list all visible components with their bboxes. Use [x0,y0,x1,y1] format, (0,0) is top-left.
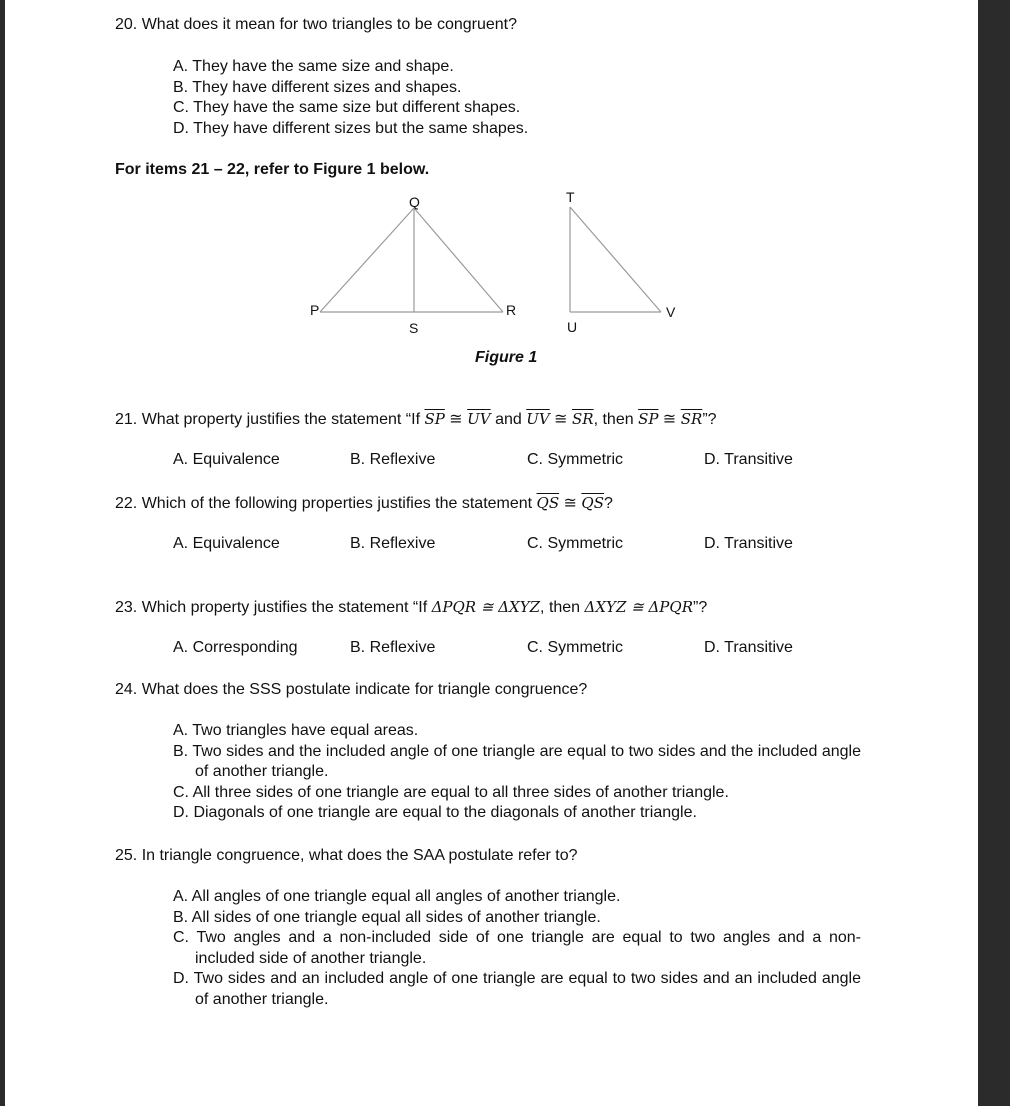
figure-1-diagram [285,180,705,345]
figure-1-caption: Figure 1 [475,349,538,366]
q23-text: 23. Which property justifies the statement “If [115,599,432,616]
triangle-congruence-statement: ΔPQR ≅ ΔXYZ [431,598,541,616]
triangle-congruence-statement: ΔXYZ ≅ ΔPQR [584,598,693,616]
q22-end: ? [604,495,613,512]
option: B. Reflexive [350,639,436,656]
segment-uv: $\overline{UV}$ [526,410,550,428]
congruent-symbol: ≅ [444,411,468,428]
option: A. Two triangles have equal areas. [173,722,419,739]
triangle-tuv-side-tv [570,207,661,312]
question-25: 25. In triangle congruence, what does the SAA postulate refer to? [115,847,578,864]
segment-sp: $\overline{SP}$ [424,410,445,428]
triangle-pqr [320,208,503,312]
option: C. They have the same size but different shapes. [173,99,521,117]
q21-then: , then [593,411,639,428]
q23-end: ”? [693,599,708,616]
option: A. They have the same size and shape. [173,58,454,75]
option: A. All angles of one triangle equal all angles of another triangle. [173,888,621,905]
option: B. Reflexive [350,535,436,552]
segment-uv: $\overline{UV}$ [467,410,491,428]
option: B. They have different sizes and shapes. [173,78,462,96]
label-t: T [566,189,575,205]
label-v: V [666,304,676,320]
option: A. Equivalence [173,451,280,468]
option: C. Symmetric [527,639,623,656]
option: C. Symmetric [527,451,623,468]
congruent-symbol: ≅ [559,495,582,512]
label-s: S [409,320,419,336]
option: C. Symmetric [527,535,623,552]
option: D. They have different sizes but the same shapes. [173,119,529,137]
label-q: Q [409,194,420,210]
option: C. All three sides of one triangle are equal to all three sides of another triangle. [173,783,729,801]
label-r: R [506,302,517,318]
q21-end: ”? [702,411,717,428]
option: B. All sides of one triangle equal all sides of another triangle. [173,908,601,926]
refer-instruction: For items 21 – 22, refer to Figure 1 below. [115,161,430,178]
option: C. Two angles and a non-included side of one triangle are equal to two angles and a non-included side of another triangle. [173,929,861,967]
segment-sr: $\overline{SR}$ [680,410,703,428]
question-24: 24. What does the SSS postulate indicate for triangle congruence? [115,681,588,698]
label-p: P [310,302,320,318]
question-25-options [173,887,861,1011]
question-21 [115,409,717,430]
q21-and: and [490,411,527,428]
option: D. Transitive [704,535,793,552]
label-u: U [567,319,578,335]
question-20-options [173,57,528,139]
option: D. Diagonals of one triangle are equal to the diagonals of another triangle. [173,804,697,822]
option: D. Transitive [704,451,793,468]
option: A. Equivalence [173,535,280,552]
segment-qs: $\overline{QS}$ [581,494,604,512]
question-23 [115,597,707,618]
segment-sp: $\overline{SP}$ [638,410,659,428]
option: D. Two sides and an included angle of one triangle are equal to two sides and an included angle of another triangle. [173,970,861,1008]
congruent-symbol: ≅ [549,411,572,428]
option: B. Two sides and the included angle of one triangle are equal to two sides and the included angle of another triangle. [173,742,861,781]
worksheet-page [5,0,978,1106]
option: D. Transitive [704,639,793,656]
q22-text: 22. Which of the following properties justifies the statement [115,495,537,512]
question-24-options [173,721,861,824]
congruent-symbol: ≅ [658,411,681,428]
q23-then: , then [540,599,585,616]
question-22 [115,493,613,514]
option: B. Reflexive [350,451,436,468]
question-20: 20. What does it mean for two triangles to be congruent? [115,16,518,33]
segment-qs: $\overline{QS}$ [536,494,560,512]
segment-sr: $\overline{SR}$ [572,410,594,428]
option: A. Corresponding [173,639,298,656]
q21-text: 21. What property justifies the statement “If [115,411,425,428]
